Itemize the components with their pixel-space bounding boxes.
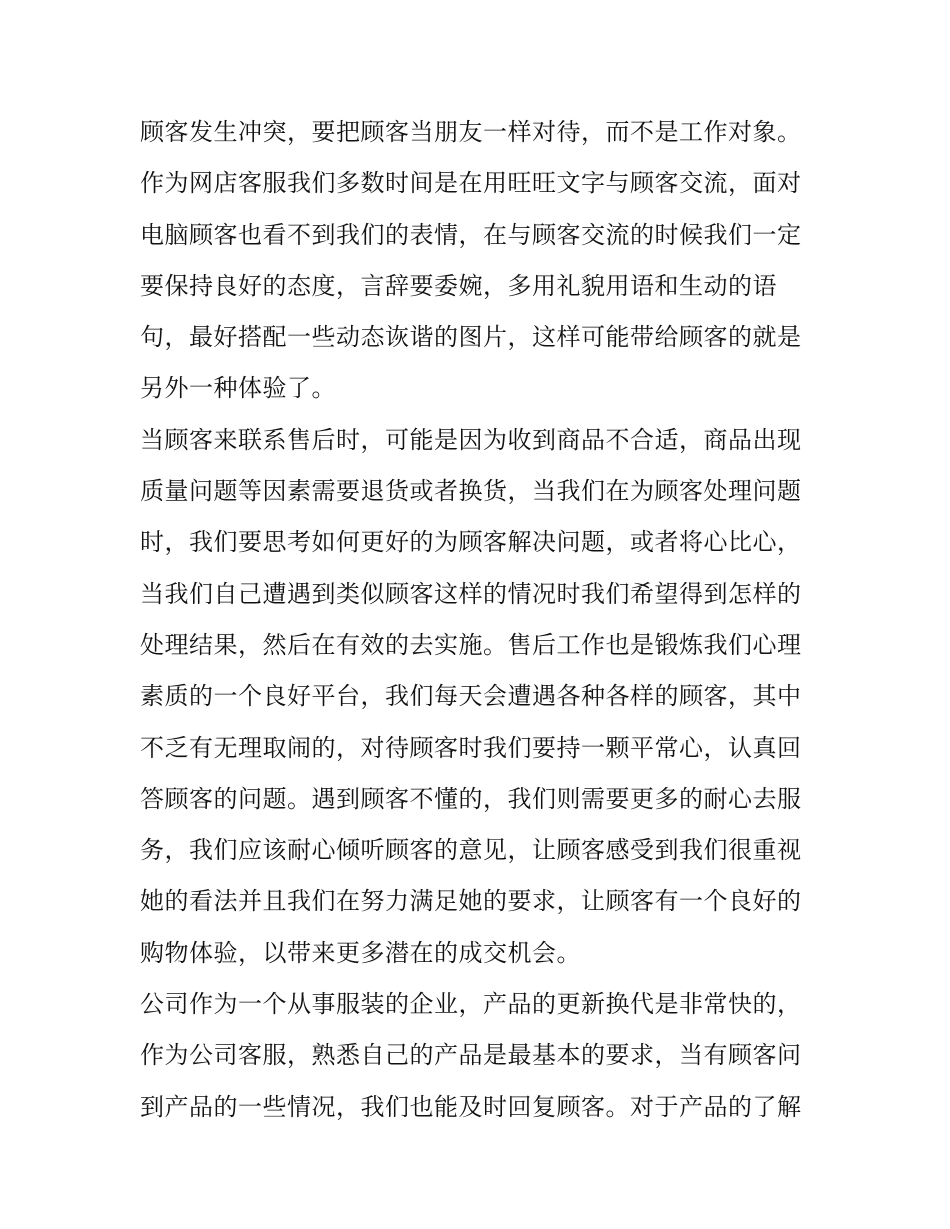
text-line: 作为公司客服，熟悉自己的产品是最基本的要求，当有顾客问 [140, 1041, 802, 1070]
text-line: 务，我们应该耐心倾听顾客的意见，让顾客感受到我们很重视 [140, 836, 802, 865]
body-text [140, 107, 820, 1133]
text-line: 她的看法并且我们在努力满足她的要求，让顾客有一个良好的 [140, 887, 802, 916]
text-line: 当我们自己遭遇到类似顾客这样的情况时我们希望得到怎样的 [140, 579, 802, 608]
text-line: 公司作为一个从事服装的企业，产品的更新换代是非常快的， [140, 990, 802, 1019]
text-line: 质量问题等因素需要退货或者换货，当我们在为顾客处理问题 [140, 477, 802, 506]
text-line: 另外一种体验了。 [140, 374, 336, 403]
text-line: 要保持良好的态度，言辞要委婉，多用礼貌用语和生动的语 [140, 271, 777, 300]
text-line: 顾客发生冲突，要把顾客当朋友一样对待，而不是工作对象。 [140, 118, 802, 146]
text-line: 素质的一个良好平台，我们每天会遭遇各种各样的顾客，其中 [140, 682, 802, 711]
text-line: 不乏有无理取闹的，对待顾客时我们要持一颗平常心，认真回 [140, 733, 802, 762]
text-line: 购物体验，以带来更多潜在的成交机会。 [140, 938, 581, 967]
text-line: 句，最好搭配一些动态诙谐的图片，这样可能带给顾客的就是 [140, 323, 802, 352]
text-line: 处理结果，然后在有效的去实施。售后工作也是锻炼我们心理 [140, 630, 802, 659]
text-line: 到产品的一些情况，我们也能及时回复顾客。对于产品的了解 [140, 1092, 802, 1121]
text-line: 时，我们要思考如何更好的为顾客解决问题，或者将心比心， [140, 528, 802, 557]
text-line: 作为网店客服我们多数时间是在用旺旺文字与顾客交流，面对 [140, 169, 802, 198]
text-line: 电脑顾客也看不到我们的表情，在与顾客交流的时候我们一定 [140, 220, 802, 249]
text-line: 当顾客来联系售后时，可能是因为收到商品不合适，商品出现 [140, 425, 802, 454]
text-line: 答顾客的问题。遇到顾客不懂的，我们则需要更多的耐心去服 [140, 784, 802, 813]
